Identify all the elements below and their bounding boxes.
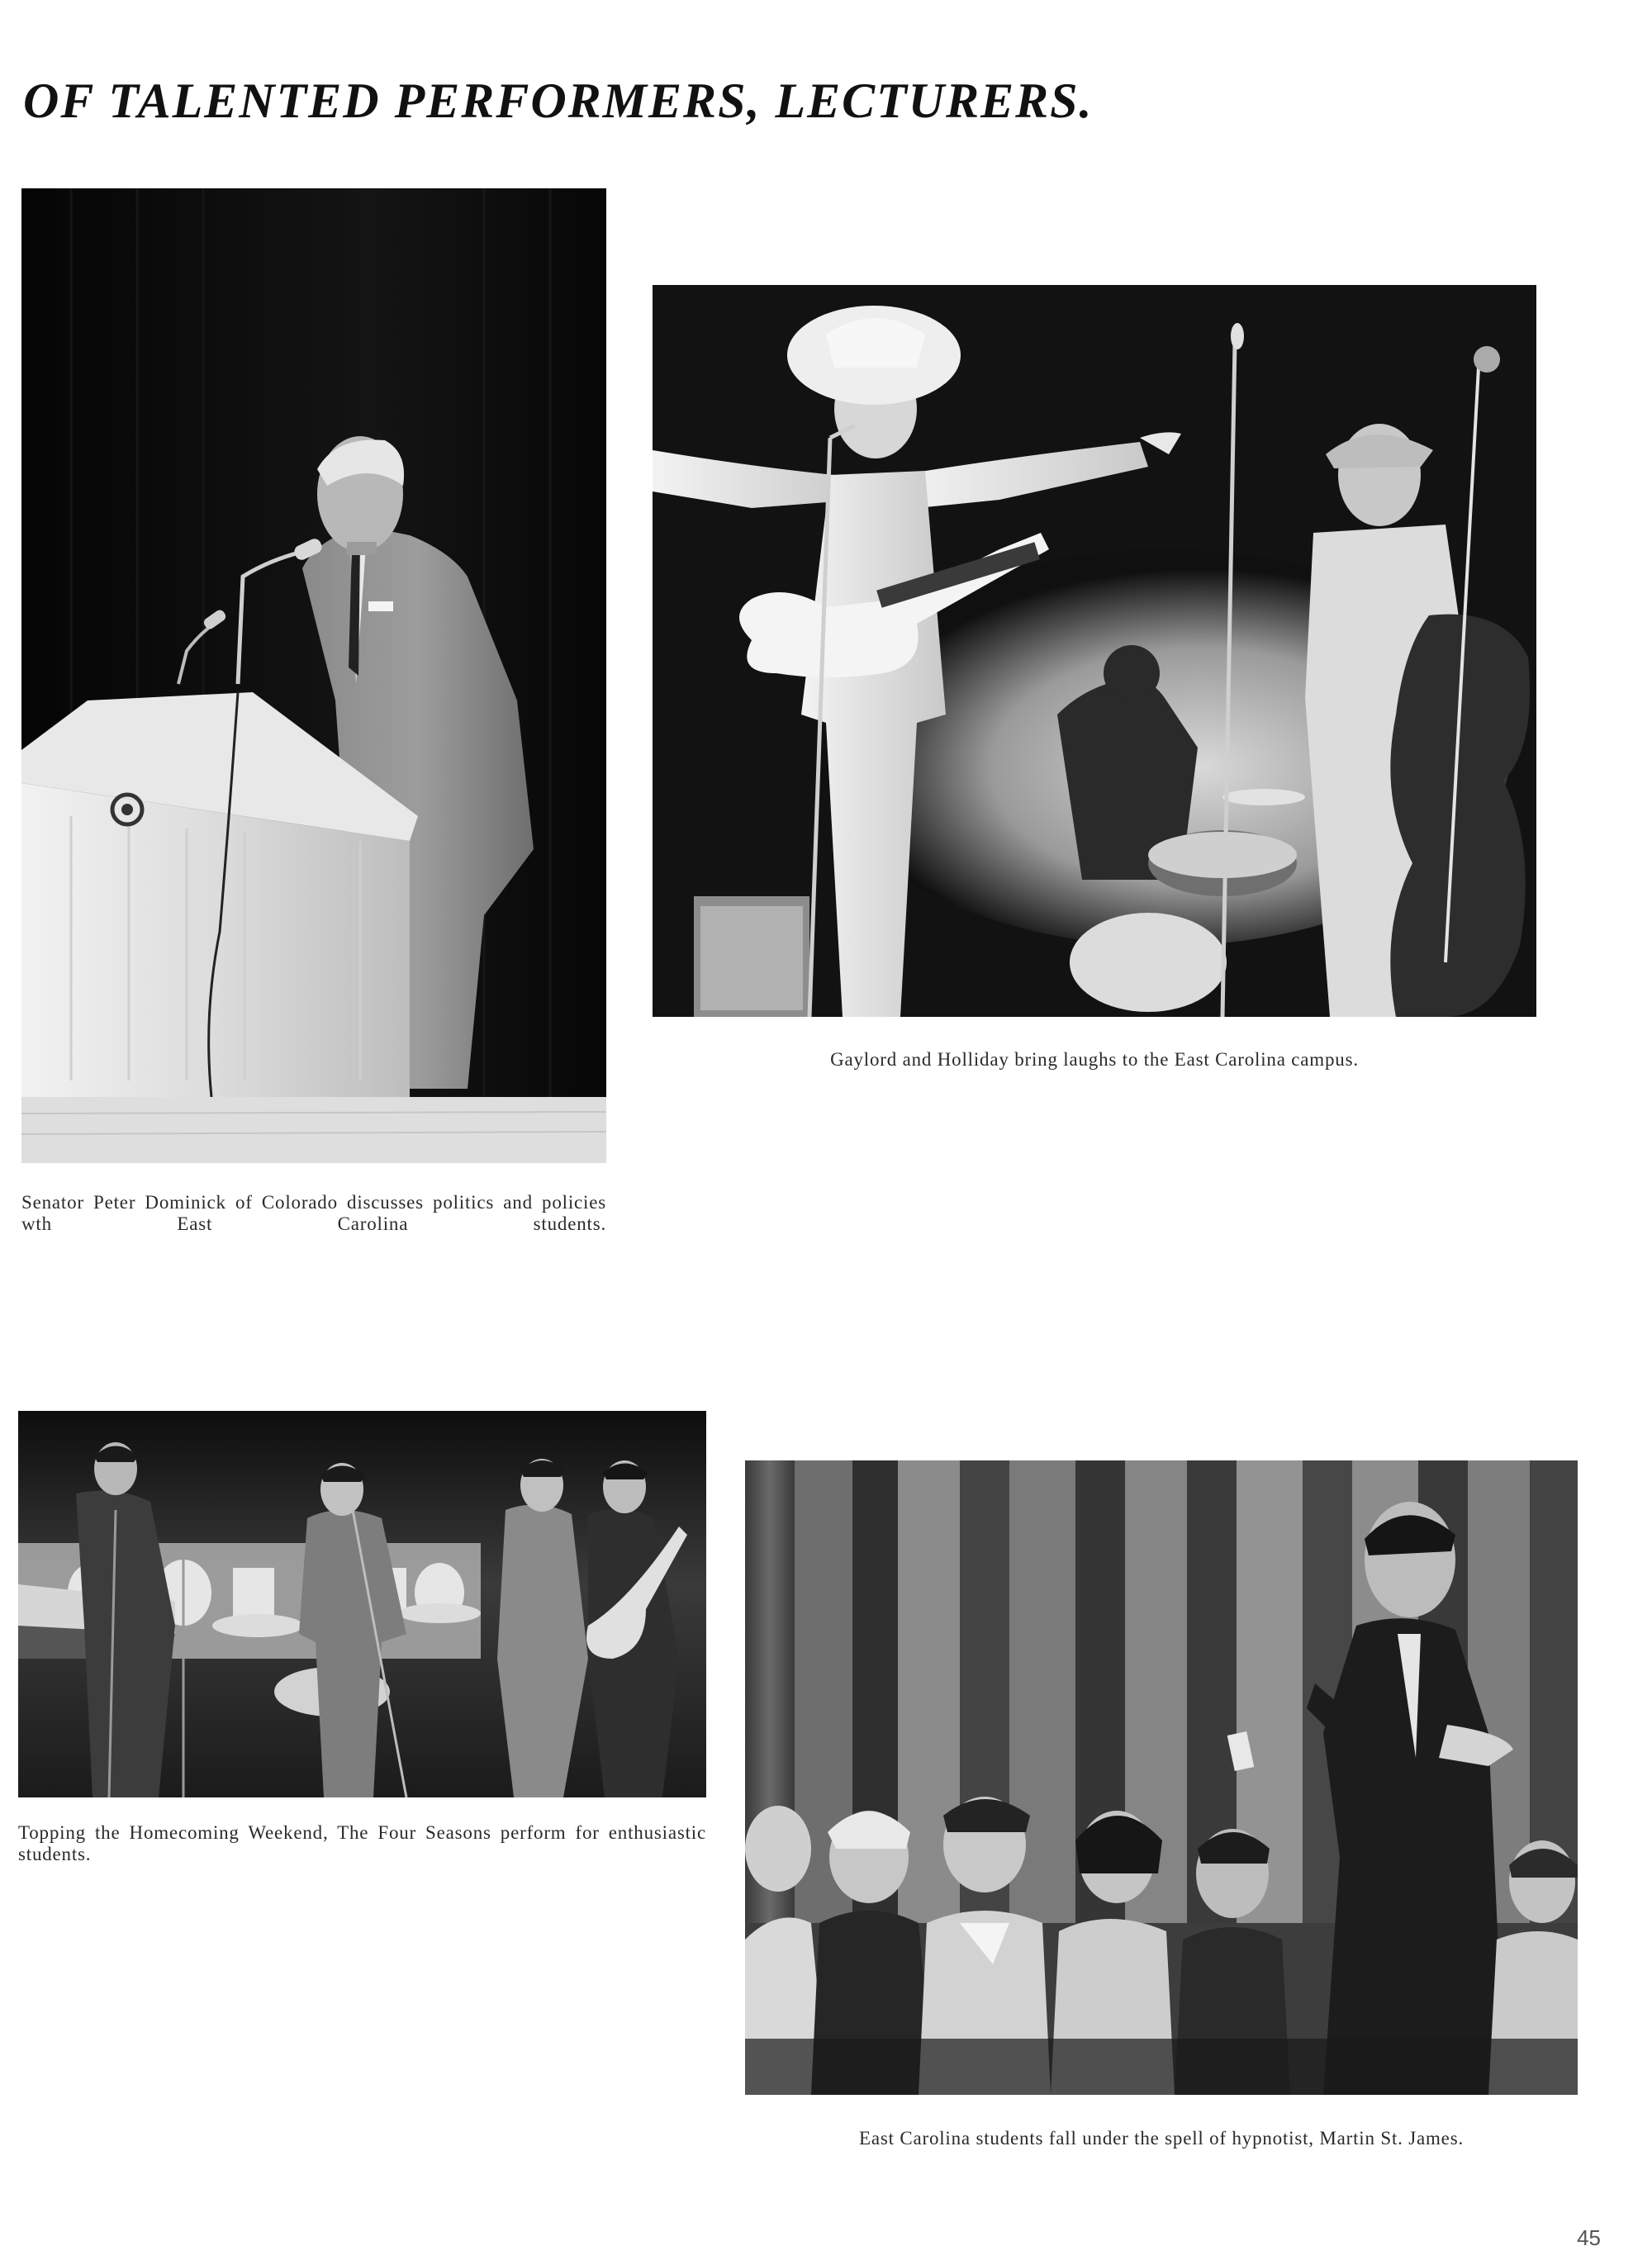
photo-gaylord-holliday bbox=[653, 285, 1536, 1017]
photo-four-seasons bbox=[18, 1411, 706, 1797]
caption-senator: Senator Peter Dominick of Colorado discusses politics and policies wth East Carolina students. bbox=[21, 1192, 606, 1234]
photo-senator-podium bbox=[21, 188, 606, 1163]
page-headline: OF TALENTED PERFORMERS, LECTURERS. bbox=[23, 74, 1094, 128]
caption-four-seasons: Topping the Homecoming Weekend, The Four Seasons perform for enthusiastic students. bbox=[18, 1822, 706, 1864]
caption-hypnotist: East Carolina students fall under the spell of hypnotist, Martin St. James. bbox=[858, 2128, 1464, 2149]
caption-gaylord-holliday: Gaylord and Holliday bring laughs to the East Carolina campus. bbox=[830, 1049, 1359, 1070]
photo-hypnotist bbox=[745, 1460, 1578, 2095]
page-number: 45 bbox=[1577, 2225, 1601, 2250]
